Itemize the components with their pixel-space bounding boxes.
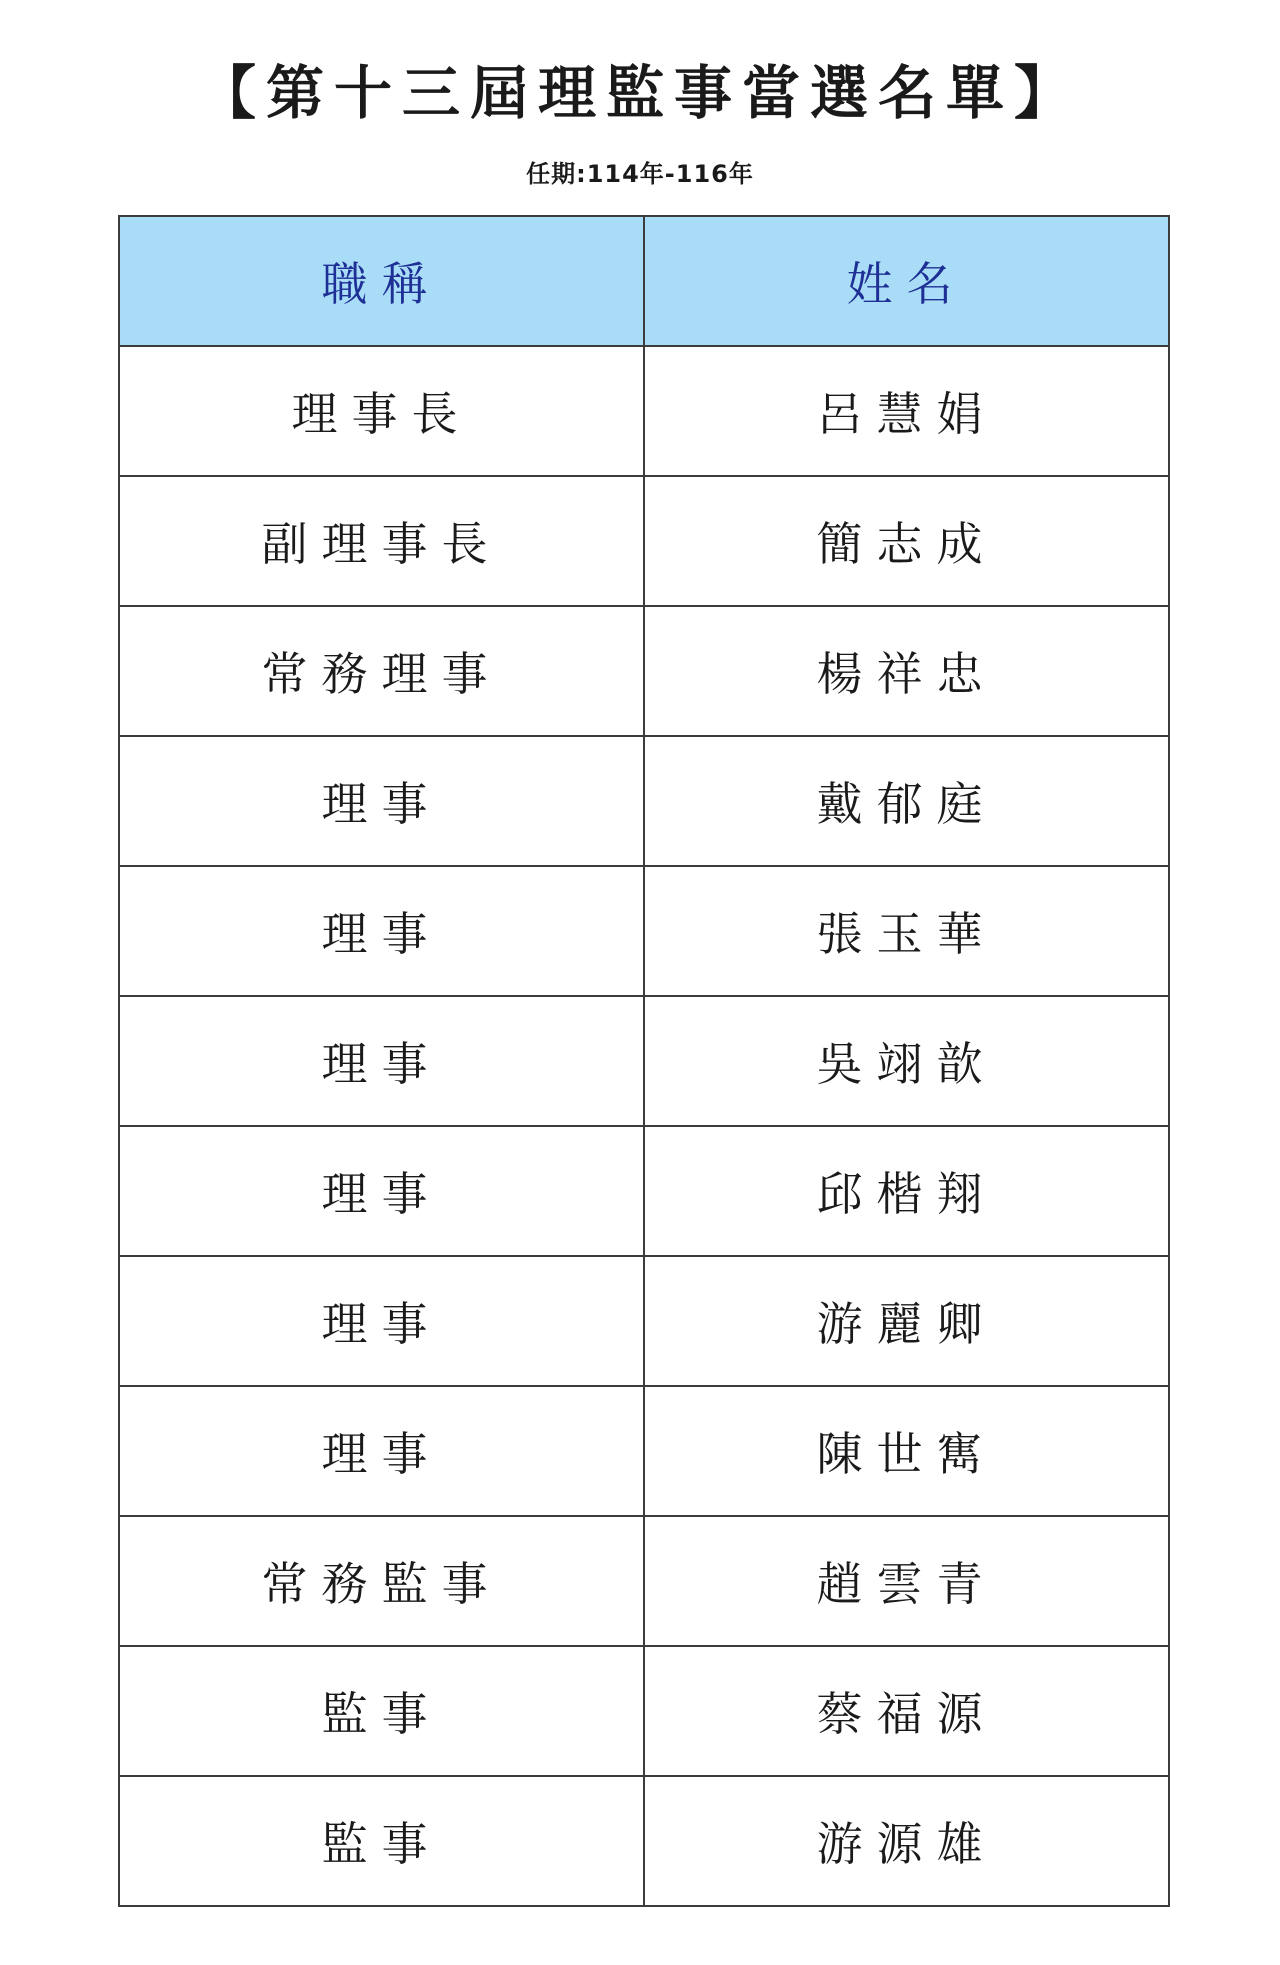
position-column-header: 職稱 bbox=[119, 216, 644, 346]
header-row bbox=[119, 216, 1169, 346]
table-row bbox=[119, 1646, 1169, 1776]
position-cell: 理事 bbox=[119, 1256, 644, 1386]
table-row bbox=[119, 346, 1169, 476]
position-cell: 監事 bbox=[119, 1776, 644, 1906]
position-cell: 副理事長 bbox=[119, 476, 644, 606]
table-row bbox=[119, 1386, 1169, 1516]
table-row bbox=[119, 476, 1169, 606]
position-cell: 理事 bbox=[119, 1386, 644, 1516]
name-cell: 呂慧娟 bbox=[644, 346, 1169, 476]
name-cell: 陳世寯 bbox=[644, 1386, 1169, 1516]
name-cell: 游麗卿 bbox=[644, 1256, 1169, 1386]
table-row bbox=[119, 736, 1169, 866]
name-column-header: 姓名 bbox=[644, 216, 1169, 346]
roster-header bbox=[119, 216, 1169, 346]
name-cell: 戴郁庭 bbox=[644, 736, 1169, 866]
position-cell: 理事 bbox=[119, 996, 644, 1126]
roster-table bbox=[118, 215, 1170, 1907]
table-row bbox=[119, 866, 1169, 996]
table-row bbox=[119, 996, 1169, 1126]
name-cell: 游源雄 bbox=[644, 1776, 1169, 1906]
name-cell: 趙雲青 bbox=[644, 1516, 1169, 1646]
table-row bbox=[119, 1256, 1169, 1386]
page-title: 【第十三屆理監事當選名單】 bbox=[197, 59, 1082, 127]
table-row bbox=[119, 1776, 1169, 1906]
term-subtitle: 任期:114年-116年 bbox=[526, 160, 754, 188]
position-cell: 常務監事 bbox=[119, 1516, 644, 1646]
name-cell: 簡志成 bbox=[644, 476, 1169, 606]
position-cell: 理事 bbox=[119, 736, 644, 866]
name-cell: 蔡福源 bbox=[644, 1646, 1169, 1776]
roster-body bbox=[119, 346, 1169, 1906]
name-cell: 邱楷翔 bbox=[644, 1126, 1169, 1256]
table-row bbox=[119, 1516, 1169, 1646]
name-cell: 張玉華 bbox=[644, 866, 1169, 996]
table-row bbox=[119, 606, 1169, 736]
position-cell: 理事 bbox=[119, 1126, 644, 1256]
position-cell: 理事長 bbox=[119, 346, 644, 476]
table-row bbox=[119, 1126, 1169, 1256]
name-cell: 楊祥忠 bbox=[644, 606, 1169, 736]
position-cell: 理事 bbox=[119, 866, 644, 996]
name-cell: 吳翊歆 bbox=[644, 996, 1169, 1126]
position-cell: 常務理事 bbox=[119, 606, 644, 736]
position-cell: 監事 bbox=[119, 1646, 644, 1776]
